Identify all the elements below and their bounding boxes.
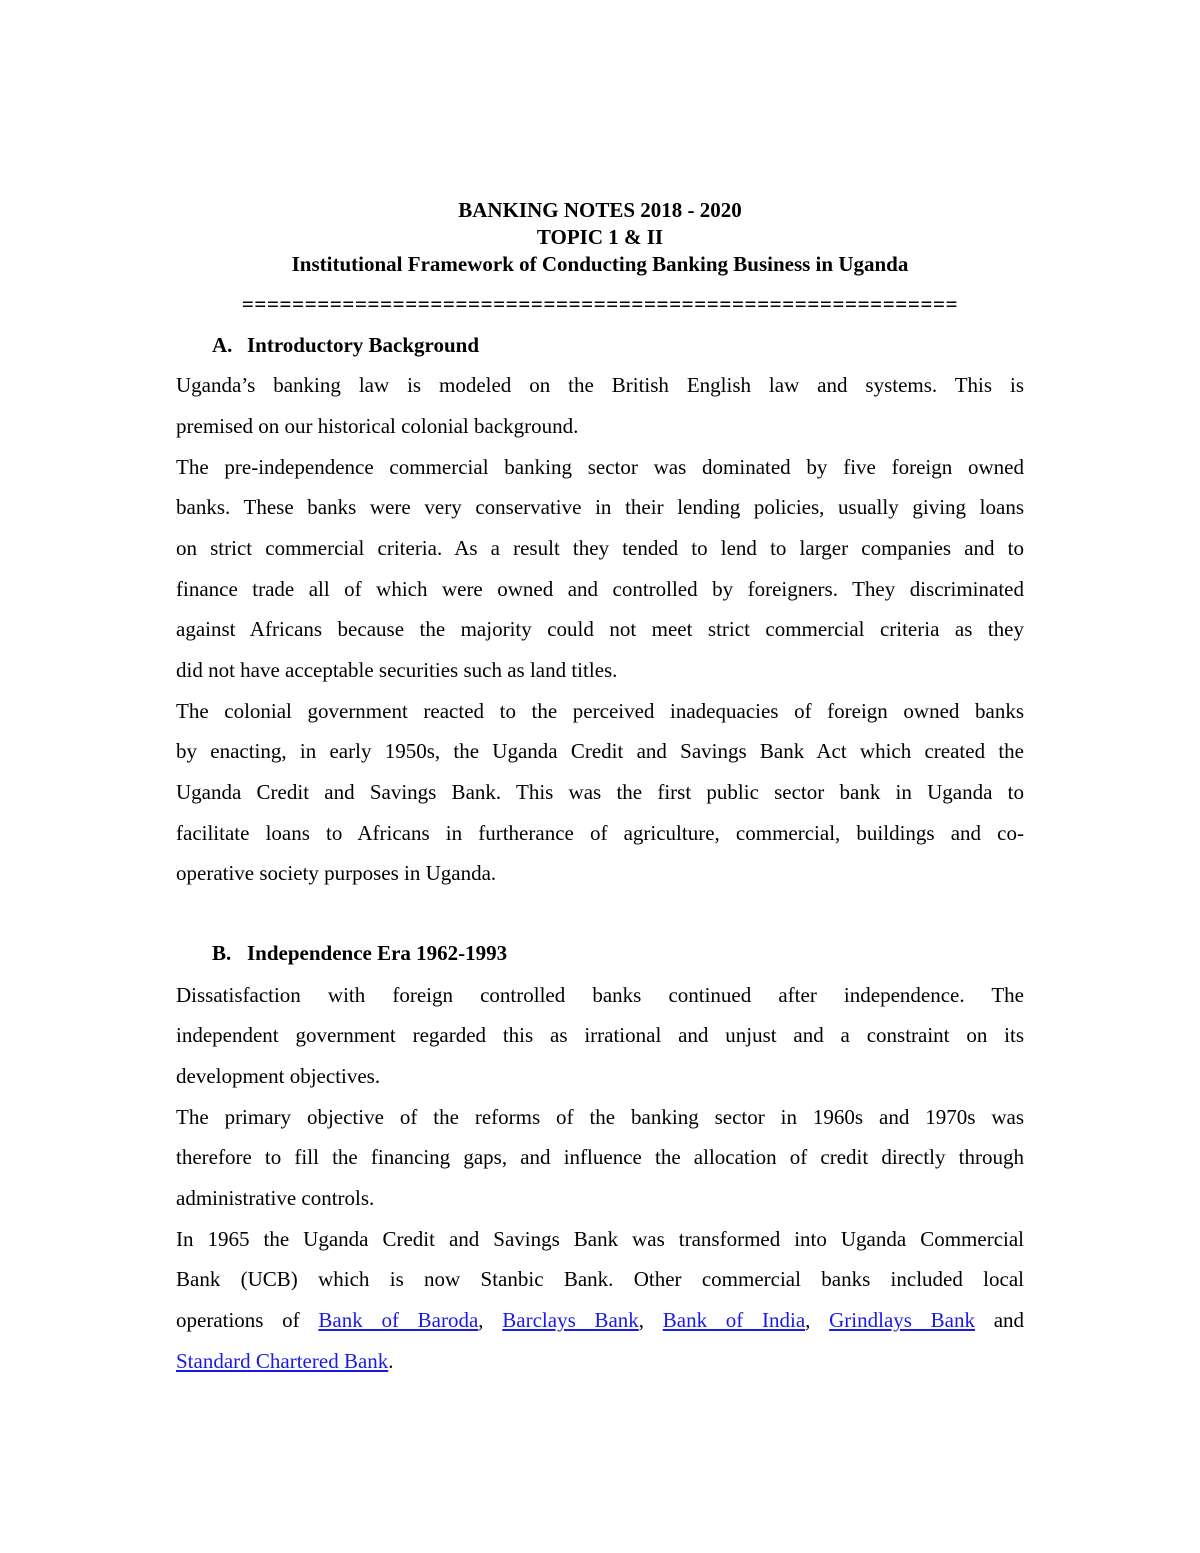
- link-grindlays-bank[interactable]: Grindlays Bank: [829, 1308, 975, 1332]
- section-b-letter: B.: [212, 941, 232, 965]
- paragraph-line: did not have acceptable securities such as land titles.: [176, 658, 618, 682]
- document-subtitle: Institutional Framework of Conducting Banking Business in Uganda: [291, 252, 909, 276]
- separator-line: =========================================================: [241, 292, 959, 316]
- paragraph-line: finance trade all of which were owned and controlled by foreigners. They discriminated: [176, 577, 1024, 601]
- section-b-title: Independence Era 1962-1993: [247, 941, 508, 965]
- links-prefix: operations of: [176, 1308, 300, 1332]
- paragraph-line: operative society purposes in Uganda.: [176, 861, 497, 885]
- paragraph-line: Dissatisfaction with foreign controlled banks continued after independence. The: [176, 983, 1024, 1007]
- paragraph-line: Uganda Credit and Savings Bank. This was the first public sector bank in Uganda to: [176, 780, 1024, 804]
- document-title: BANKING NOTES 2018 - 2020: [458, 198, 742, 222]
- paragraph-line: by enacting, in early 1950s, the Uganda Credit and Savings Bank Act which created the: [176, 739, 1024, 763]
- paragraph-line: The primary objective of the reforms of the banking sector in 1960s and 1970s was: [176, 1105, 1024, 1129]
- final-line: [176, 1347, 1024, 1375]
- section-a-title: Introductory Background: [247, 333, 480, 357]
- link-separator: ,: [638, 1308, 645, 1332]
- paragraph-line: The colonial government reacted to the perceived inadequacies of foreign owned banks: [176, 699, 1024, 723]
- paragraph-line: development objectives.: [176, 1064, 381, 1088]
- paragraph-line: therefore to fill the financing gaps, and influence the allocation of credit directly through: [176, 1145, 1024, 1169]
- paragraph-line: Uganda’s banking law is modeled on the British English law and systems. This is: [176, 373, 1024, 397]
- links-conjunction: and: [993, 1308, 1025, 1332]
- paragraph-line: independent government regarded this as irrational and unjust and a constraint on its: [176, 1023, 1024, 1047]
- final-period: .: [388, 1349, 394, 1373]
- paragraph-line: against Africans because the majority could not meet strict commercial criteria as they: [176, 617, 1024, 641]
- paragraph-line: administrative controls.: [176, 1186, 375, 1210]
- link-separator: ,: [478, 1308, 484, 1332]
- link-bank-of-india[interactable]: Bank of India: [662, 1308, 806, 1332]
- paragraph-line: Bank (UCB) which is now Stanbic Bank. Other commercial banks included local: [176, 1267, 1024, 1291]
- paragraph-line: banks. These banks were very conservative in their lending policies, usually giving loans: [176, 495, 1024, 519]
- section-a-letter: A.: [212, 333, 233, 357]
- section-b-heading: [212, 941, 507, 966]
- topic-heading: TOPIC 1 & II: [536, 225, 664, 249]
- paragraph-line: facilitate loans to Africans in furtherance of agriculture, commercial, buildings and co-: [176, 821, 1024, 845]
- paragraph-line: The pre-independence commercial banking sector was dominated by five foreign owned: [176, 455, 1024, 479]
- bank-links-line: [176, 1306, 1024, 1334]
- link-barclays-bank[interactable]: Barclays Bank: [502, 1308, 639, 1332]
- paragraph-line: In 1965 the Uganda Credit and Savings Bank was transformed into Uganda Commercial: [176, 1227, 1024, 1251]
- link-standard-chartered-bank[interactable]: Standard Chartered Bank: [176, 1349, 389, 1373]
- section-a-heading: [212, 333, 479, 358]
- paragraph-line: on strict commercial criteria. As a result they tended to lend to larger companies and to: [176, 536, 1024, 560]
- link-bank-of-baroda[interactable]: Bank of Baroda: [318, 1308, 479, 1332]
- link-separator: ,: [805, 1308, 811, 1332]
- paragraph-line: premised on our historical colonial background.: [176, 414, 579, 438]
